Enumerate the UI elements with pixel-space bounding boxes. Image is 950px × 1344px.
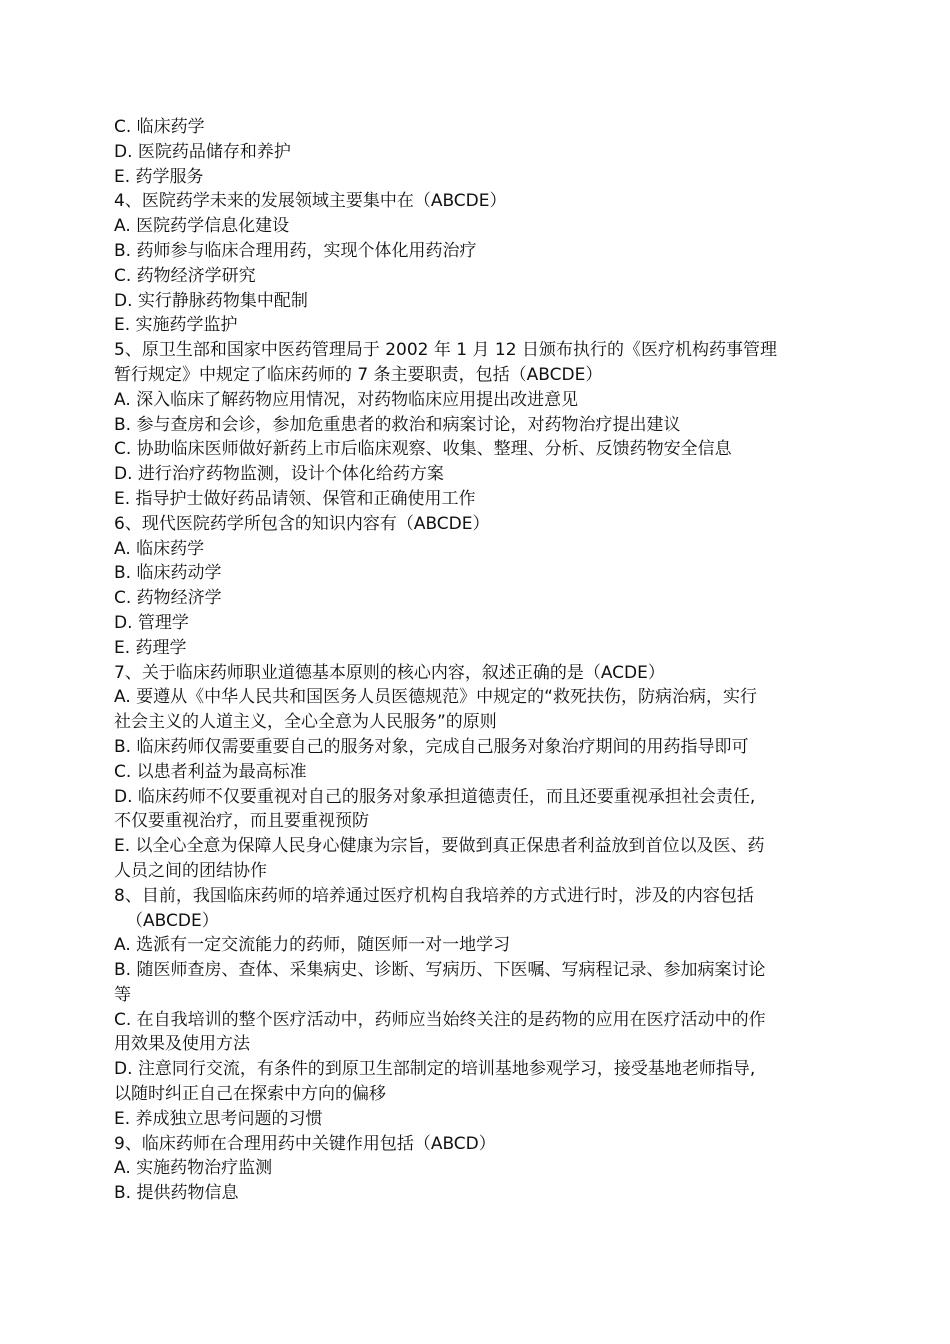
option-c: C. 药物经济学 [114, 588, 222, 609]
option-c: C. 以患者利益为最高标准 [114, 761, 307, 782]
option-e: E. 药理学 [114, 637, 187, 658]
option-b: B. 临床药动学 [114, 563, 222, 584]
option-c-cont: 用效果及使用方法 [114, 1034, 250, 1055]
option-e: E. 指导护士做好药品请领、保管和正确使用工作 [114, 488, 476, 509]
option-e: E. 药学服务 [114, 166, 204, 187]
question-7: 7、关于临床药师职业道德基本原则的核心内容，叙述正确的是（ACDE） [114, 662, 665, 683]
option-a: A. 临床药学 [114, 538, 205, 559]
option-b: B. 药师参与临床合理用药，实现个体化用药治疗 [114, 240, 477, 261]
question-8-cont: （ABCDE） [126, 910, 219, 931]
option-d: D. 医院药品储存和养护 [114, 141, 291, 162]
question-6: 6、现代医院药学所包含的知识内容有（ABCDE） [114, 513, 490, 534]
option-a: A. 选派有一定交流能力的药师，随医师一对一地学习 [114, 935, 511, 956]
option-c: C. 在自我培训的整个医疗活动中，药师应当始终关注的是药物的应用在医疗活动中的作 [114, 1009, 766, 1030]
option-b: B. 临床药师仅需要重要自己的服务对象，完成自己服务对象治疗期间的用药指导即可 [114, 736, 749, 757]
option-d: D. 进行治疗药物监测，设计个体化给药方案 [114, 464, 444, 485]
option-c: C. 协助临床医师做好新药上市后临床观察、收集、整理、分析、反馈药物安全信息 [114, 439, 732, 460]
option-b-cont: 等 [114, 984, 131, 1005]
document-body [114, 115, 854, 1206]
option-d: D. 实行静脉药物集中配制 [114, 290, 308, 311]
option-e: E. 实施药学监护 [114, 315, 238, 336]
option-b: B. 提供药物信息 [114, 1183, 239, 1204]
question-5-cont: 暂行规定》中规定了临床药师的 7 条主要职责，包括（ABCDE） [114, 364, 603, 385]
option-a: A. 医院药学信息化建设 [114, 216, 290, 237]
option-d: D. 临床药师不仅要重视对自己的服务对象承担道德责任，而且还要重视承担社会责任, [114, 786, 756, 807]
option-a: A. 要遵从《中华人民共和国医务人员医德规范》中规定的“救死扶伤，防病治病，实行 [114, 687, 757, 708]
option-e-cont: 人员之间的团结协作 [114, 860, 267, 881]
question-9: 9、临床药师在合理用药中关键作用包括（ABCD） [114, 1133, 496, 1154]
option-d-cont: 不仅要重视治疗，而且要重视预防 [114, 811, 369, 832]
option-a: A. 实施药物治疗监测 [114, 1158, 273, 1179]
question-8: 8、目前，我国临床药师的培养通过医疗机构自我培养的方式进行时，涉及的内容包括 [114, 885, 754, 906]
option-b: B. 随医师查房、查体、采集病史、诊断、写病历、下医嘱、写病程记录、参加病案讨论 [114, 960, 766, 981]
option-a-cont: 社会主义的人道主义，全心全意为人民服务”的原则 [114, 712, 497, 733]
option-b: B. 参与查房和会诊，参加危重患者的救治和病案讨论，对药物治疗提出建议 [114, 414, 681, 435]
option-d: D. 注意同行交流，有条件的到原卫生部制定的培训基地参观学习，接受基地老师指导, [114, 1059, 756, 1080]
question-4: 4、医院药学未来的发展领域主要集中在（ABCDE） [114, 191, 507, 212]
option-d-cont: 以随时纠正自己在探索中方向的偏移 [114, 1084, 386, 1105]
option-e: E. 养成独立思考问题的习惯 [114, 1108, 323, 1129]
option-a: A. 深入临床了解药物应用情况，对药物临床应用提出改进意见 [114, 389, 579, 410]
option-d: D. 管理学 [114, 612, 189, 633]
option-c: C. 药物经济学研究 [114, 265, 256, 286]
question-5: 5、原卫生部和国家中医药管理局于 2002 年 1 月 12 日颁布执行的《医疗机构药事管理 [114, 340, 777, 361]
option-c: C. 临床药学 [114, 117, 205, 137]
option-e: E. 以全心全意为保障人民身心健康为宗旨，要做到真正保患者利益放到首位以及医、药 [114, 836, 765, 857]
